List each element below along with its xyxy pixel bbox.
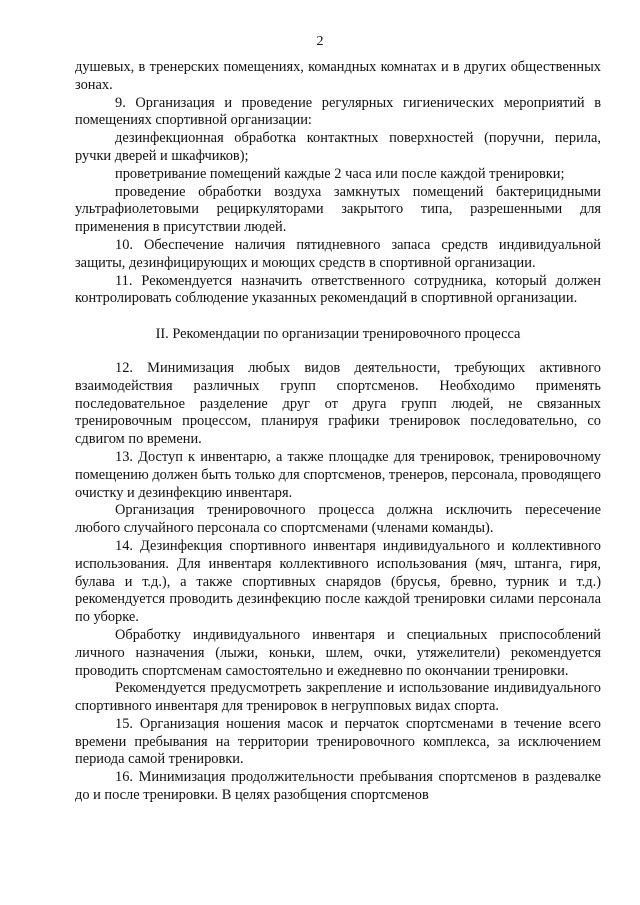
paragraph: 16. Минимизация продолжительности пребывания спортсменов в раздевалке до и после тренировки. В целях разобщения спортсменов [75, 769, 601, 804]
paragraph: душевых, в тренерских помещениях, командных комнатах и в других общественных зонах. [75, 59, 601, 93]
paragraphs-after-heading [75, 360, 601, 805]
paragraph: 10. Обеспечение наличия пятидневного запаса средств индивидуальной защиты, дезинфицирующих и моющих средств в спортивной организации. [75, 236, 601, 271]
paragraph: проветривание помещений каждые 2 часа или после каждой тренировки; [115, 165, 565, 182]
paragraph: 13. Доступ к инвентарю, а также площадке для тренировок, тренировочному помещению должен быть только для спортсменов, тренеров, персонала, проводящего очистку и дезинфекцию инвентаря. [75, 448, 601, 501]
paragraph: Рекомендуется предусмотреть закрепление и использование индивидуального спортивного инвентаря для тренировок в негрупповых видах спорта. [75, 680, 601, 715]
paragraph: 12. Минимизация любых видов деятельности, требующих активного взаимодействия различных групп спортсменов. Необходимо применять последовательное разделение друг от друга групп людей, не связанных тренировочным процессом, планируя графики тренировок последовательно, со сдвигом по времени. [75, 359, 601, 448]
paragraph: дезинфекционная обработка контактных поверхностей (поручни, перила, ручки дверей и шкафчиков); [75, 130, 601, 164]
paragraph: 11. Рекомендуется назначить ответственного сотрудника, который должен контролировать соблюдение указанных рекомендаций в спортивной организации. [75, 272, 601, 307]
paragraphs-before-heading [75, 59, 601, 308]
paragraph: проведение обработки воздуха замкнутых помещений бактерицидными ультрафиолетовыми рециркуляторами закрытого типа, разрешенными для применения в присутствии людей. [75, 183, 601, 236]
section-heading: II. Рекомендации по организации тренировочного процесса [155, 326, 521, 343]
paragraph: 9. Организация и проведение регулярных гигиенических мероприятий в помещениях спортивной организации: [75, 94, 601, 129]
paragraph: 15. Организация ношения масок и перчаток спортсменами в течение всего времени пребывания на территории тренировочного комплекса, за исключением периода самой тренировки. [75, 715, 601, 768]
body-text [75, 59, 601, 805]
paragraph: Организация тренировочного процесса должна исключить пересечение любого случайного персонала со спортсменами (членами команды). [75, 502, 601, 537]
page-number: 2 [316, 34, 324, 49]
paragraph: 14. Дезинфекция спортивного инвентаря индивидуального и коллективного использования. Для инвентаря коллективного использования (мяч, штанга, гиря, булава и т.д.), а также спортивных снарядов (брусья, бревно, турник и т.д.) рекомендуется проводить дезинфекцию после каждой тренировки силами персонала по уборке. [75, 537, 601, 626]
paragraph: Обработку индивидуального инвентаря и специальных приспособлений личного назначения (лыжи, коньки, шлем, очки, утяжелители) рекомендуется проводить спортсменам самостоятельно и ежедневно по окончании тренировки. [75, 626, 601, 679]
